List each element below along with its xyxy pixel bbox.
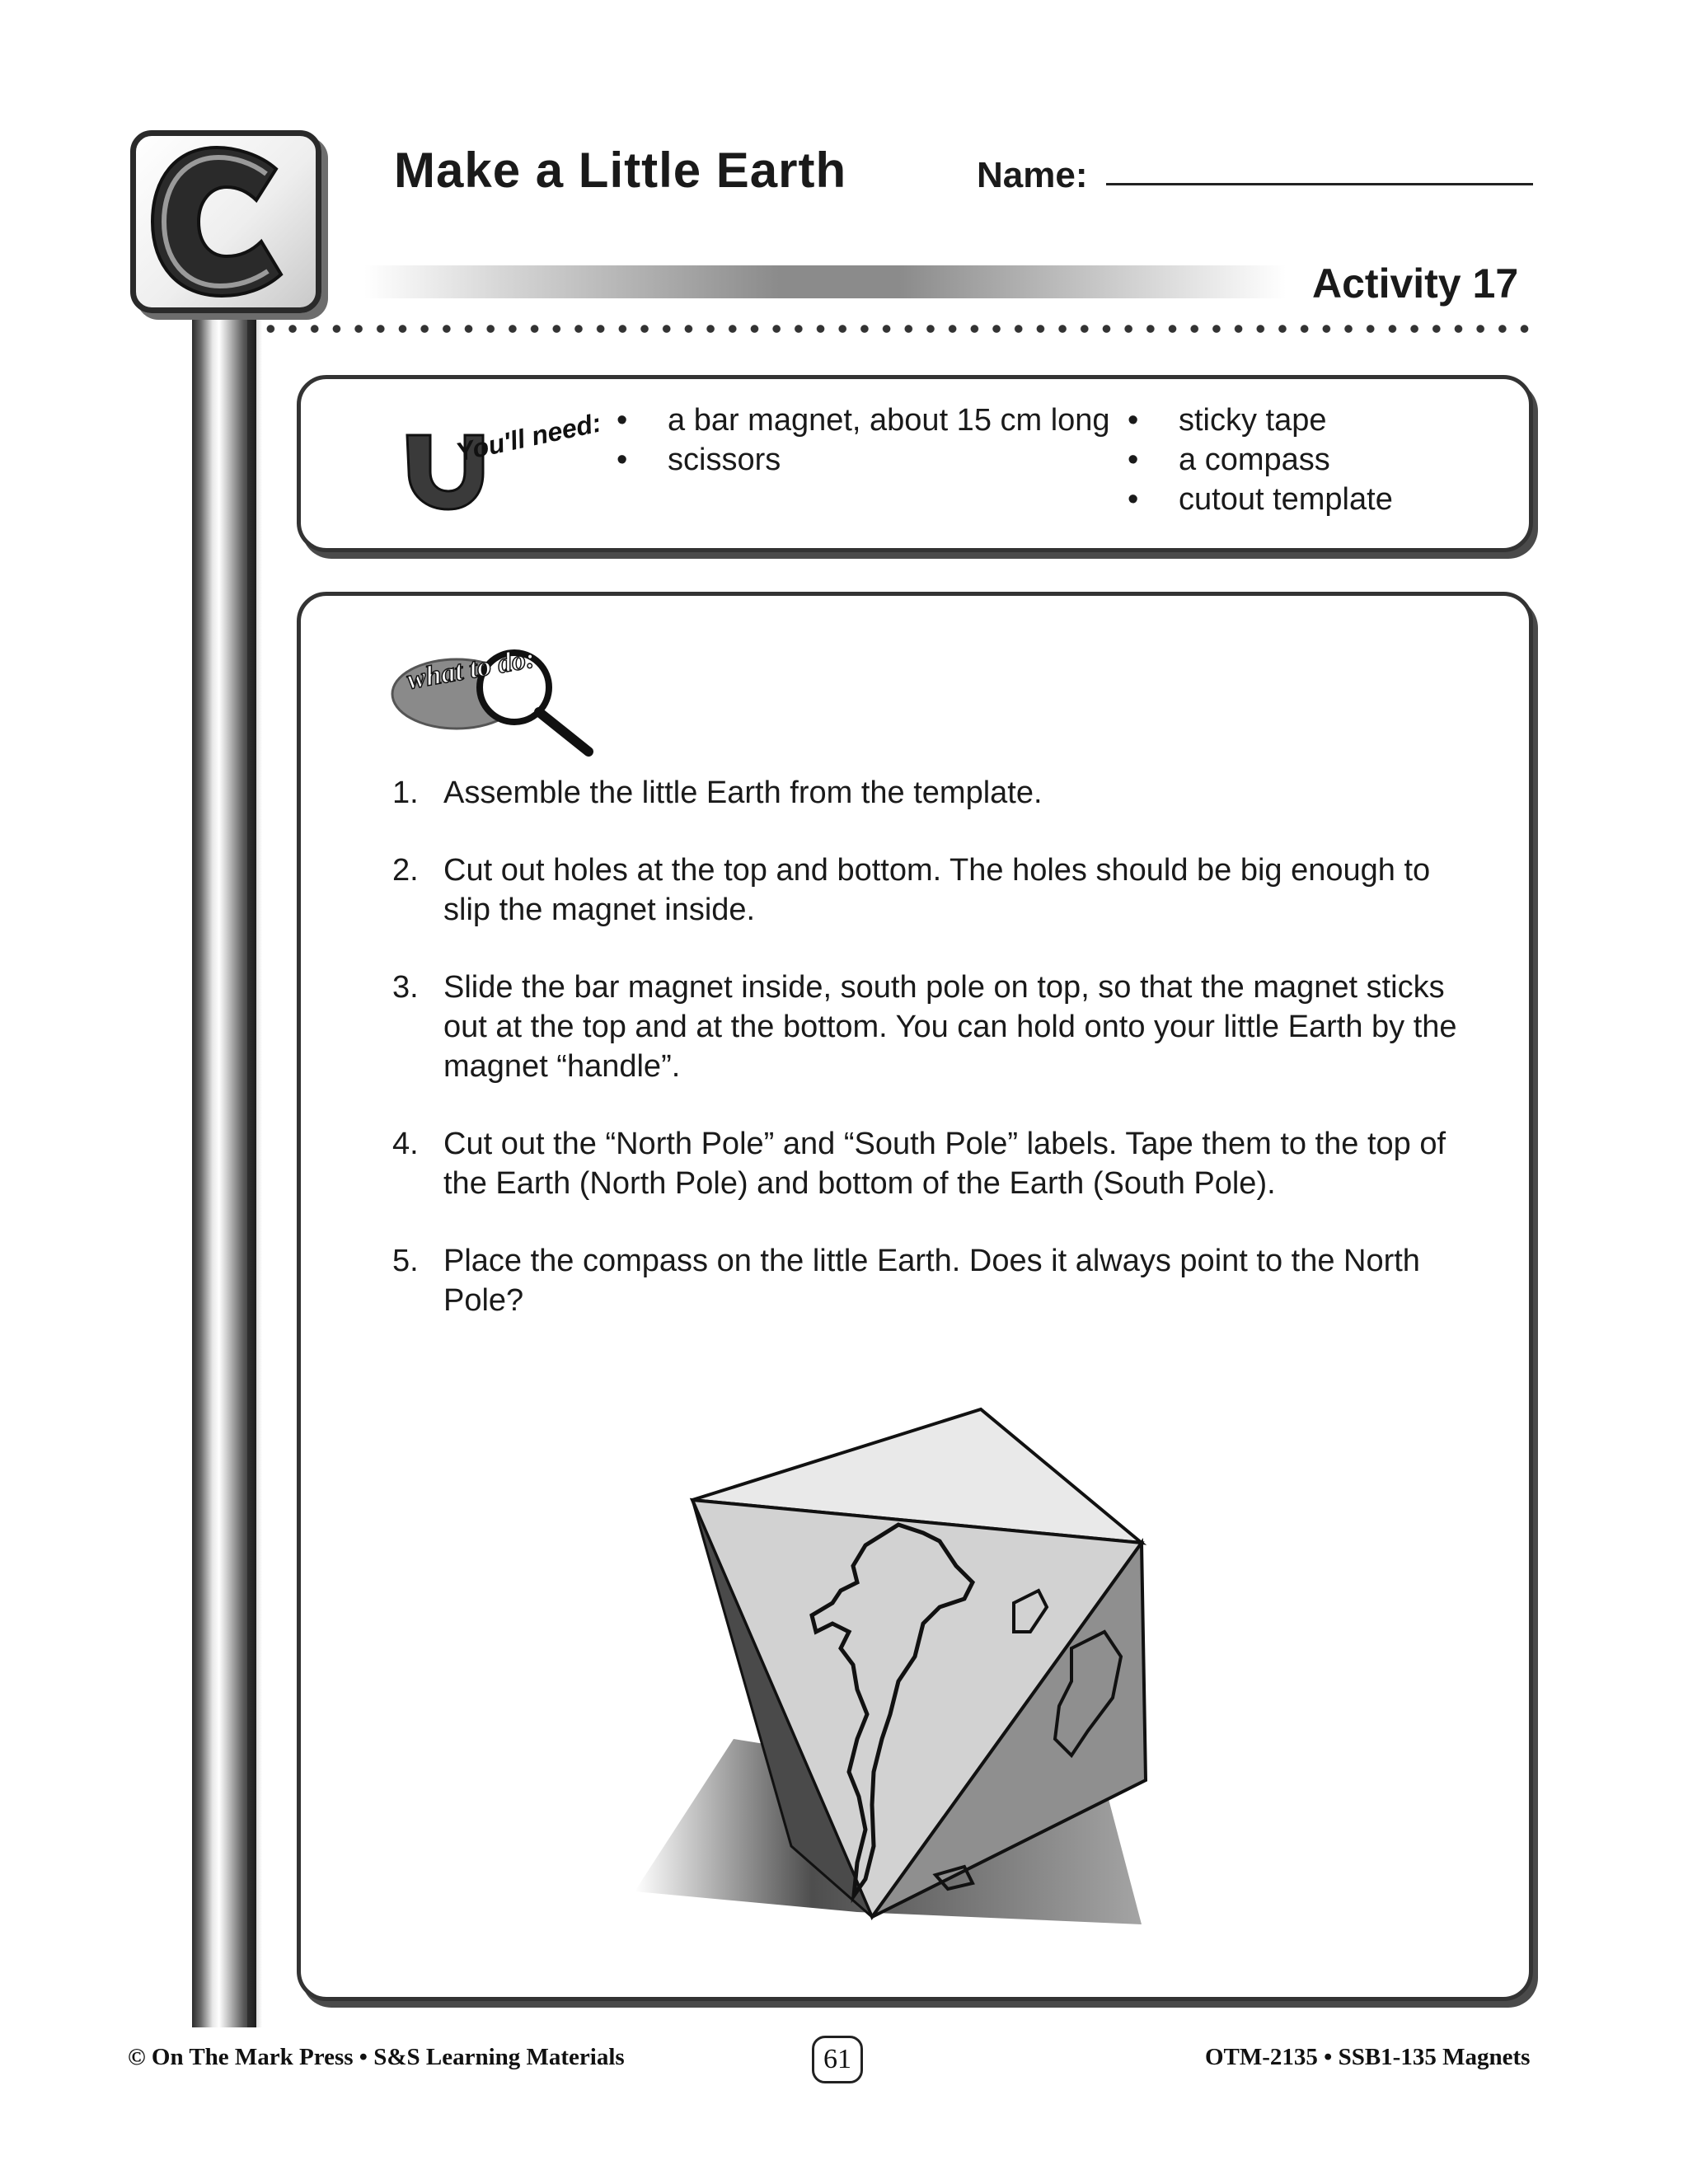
step-item	[389, 1241, 1461, 1320]
section-letter-tile	[130, 130, 321, 313]
what-to-do-logo-text: what to do:	[404, 643, 537, 696]
octahedron-earth-illustration	[610, 1385, 1220, 1949]
step-number: 3.	[392, 970, 419, 1005]
footer-product-code: OTM-2135 • SSB1-135 Magnets	[1205, 2044, 1531, 2070]
step-item	[389, 1124, 1461, 1203]
what-to-do-logo	[391, 636, 605, 764]
step-item	[389, 773, 1461, 813]
name-label: Name:	[977, 155, 1088, 195]
step-text: Place the compass on the little Earth. Does it always point to the North Pole?	[443, 1244, 1420, 1318]
page-number: 61	[812, 2036, 863, 2083]
step-text: Cut out the “North Pole” and “South Pole” labels. Tape them to the top of the Earth (North Pole) and bottom of the Earth (South Pole).	[443, 1127, 1447, 1201]
material-item: • sticky tape	[1128, 401, 1474, 440]
header-gradient-bar	[364, 265, 1286, 298]
youll-need-logo	[401, 407, 604, 515]
material-item: • cutout template	[1128, 480, 1474, 519]
page-title: Make a Little Earth	[394, 143, 847, 198]
step-item	[389, 968, 1461, 1086]
material-item: • a compass	[1128, 440, 1474, 480]
step-text: Slide the bar magnet inside, south pole on top, so that the magnet sticks out at the top and at the bottom. You can hold onto your little Earth by the magnet “handle”.	[443, 970, 1457, 1084]
step-item	[389, 851, 1461, 930]
youll-need-logo-text-you: You'll need:	[452, 407, 604, 467]
instruction-steps	[389, 773, 1461, 1358]
dotted-divider	[260, 324, 1539, 334]
step-number: 2.	[392, 853, 419, 888]
material-item: • scissors	[617, 440, 1111, 480]
section-letter-c-graphic	[136, 136, 316, 307]
material-item: • a bar magnet, about 15 cm long	[617, 401, 1111, 440]
pole-shadow	[247, 313, 262, 2027]
footer-copyright: © On The Mark Press • S&S Learning Materials	[128, 2044, 625, 2070]
step-number: 5.	[392, 1244, 419, 1278]
materials-list-left	[617, 401, 1111, 480]
activity-label: Activity 17	[1312, 260, 1519, 307]
materials-list-right	[1128, 401, 1474, 519]
step-text: Cut out holes at the top and bottom. The holes should be big enough to slip the magnet inside.	[443, 853, 1431, 927]
step-text: Assemble the little Earth from the template.	[443, 776, 1043, 810]
name-field-line[interactable]	[1106, 183, 1533, 185]
step-number: 1.	[392, 776, 419, 810]
step-number: 4.	[392, 1127, 419, 1161]
